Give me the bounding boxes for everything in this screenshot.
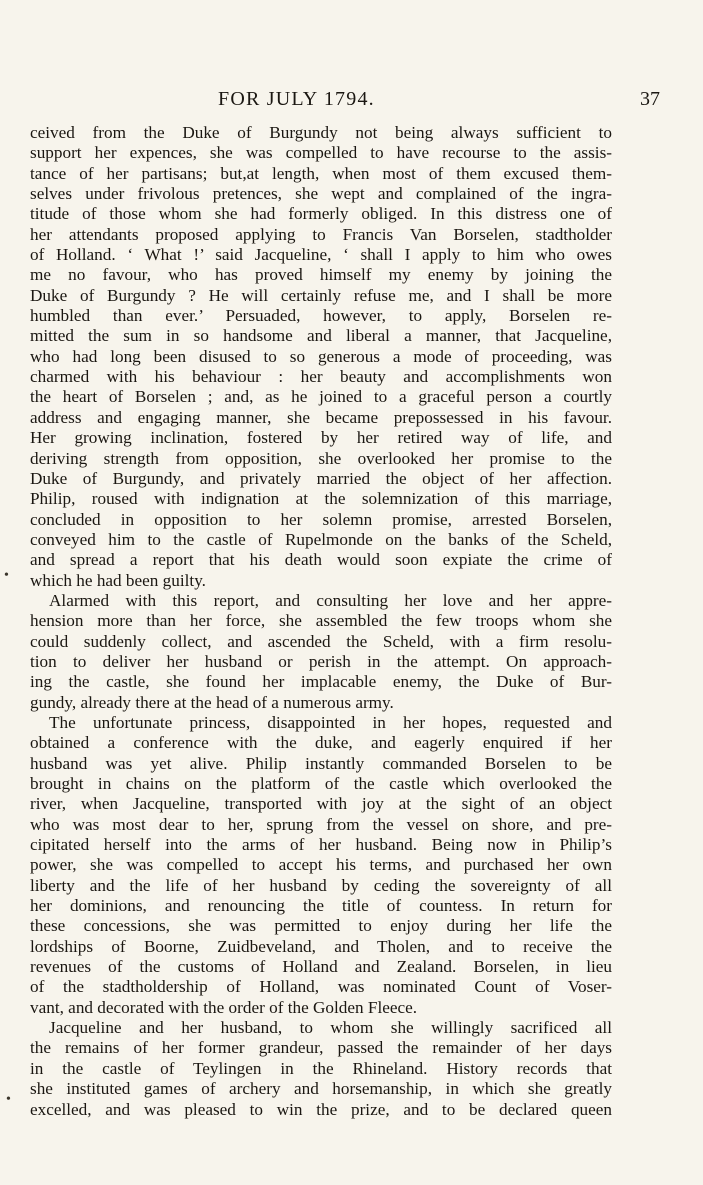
text-line: cipitated herself into the arms of her husband. Being now in Philip’s — [30, 835, 612, 855]
text-line: she instituted games of archery and horsemanship, in which she greatly — [30, 1079, 612, 1099]
text-line: Duke of Burgundy, and privately married the object of her affection. — [30, 468, 612, 488]
text-line: titude of those whom she had formerly obliged. In this distress one of — [30, 204, 612, 224]
text-line: excelled, and was pleased to win the prize, and to be declared queen — [30, 1099, 612, 1119]
text-line: humbled than ever.’ Persuaded, however, to apply, Borselen re- — [30, 306, 612, 326]
text-line: vant, and decorated with the order of the Golden Fleece. — [30, 997, 418, 1017]
text-line: me no favour, who has proved himself my enemy by joining the — [30, 265, 612, 285]
text-line: ing the castle, she found her implacable enemy, the Duke of Bur- — [30, 672, 612, 692]
text-line: of Holland. ‘ What !’ said Jacqueline, ‘ shall I apply to him who owes — [30, 245, 612, 265]
text-line: Philip, roused with indignation at the solemnization of this marriage, — [30, 489, 612, 509]
text-line: could suddenly collect, and ascended the Scheld, with a firm resolu- — [30, 631, 612, 651]
text-line: brought in chains on the platform of the castle which overlooked the — [30, 774, 612, 793]
text-line: mitted the sum in so handsome and liberal a manner, that Jacqueline, — [30, 326, 612, 346]
text-line: lordships of Boorne, Zuidbeveland, and Tholen, and to receive the — [30, 936, 612, 956]
text-line: which he had been guilty. — [30, 570, 206, 590]
text-line: in the castle of Teylingen in the Rhineland. History records that — [30, 1058, 612, 1078]
text-line: tance of her partisans; but,at length, when most of them excused them- — [30, 163, 612, 183]
text-line: hension more than her force, she assembled the few troops whom she — [30, 611, 612, 631]
margin-dot: • — [6, 1092, 11, 1107]
page-number: 37 — [640, 88, 660, 110]
margin-dot: • — [4, 568, 9, 583]
text-line: Alarmed with this report, and consulting her love and her appre- — [49, 590, 612, 610]
text-line: conveyed him to the castle of Rupelmonde on the banks of the Scheld, — [30, 529, 612, 549]
text-line: tion to deliver her husband or perish in the attempt. On approach- — [30, 651, 612, 671]
text-line: address and engaging manner, she became prepossessed in his favour. — [30, 407, 612, 427]
text-line: who was most dear to her, sprung from the vessel on shore, and pre- — [30, 814, 612, 834]
text-line: selves under frivolous pretences, she wept and complained of the ingra- — [30, 184, 612, 204]
text-line: gundy, already there at the head of a numerous army. — [30, 692, 394, 712]
body-text — [30, 123, 612, 1120]
text-line: revenues of the customs of Holland and Zealand. Borselen, in lieu — [30, 957, 612, 977]
text-line: who had long been disused to so generous a mode of proceeding, was — [30, 346, 612, 366]
text-line: Jacqueline and her husband, to whom she willingly sacrificed all — [49, 1018, 612, 1038]
text-line: and spread a report that his death would soon expiate the crime of — [30, 550, 612, 570]
text-line: deriving strength from opposition, she overlooked her promise to the — [30, 448, 612, 468]
text-line: these concessions, she was permitted to enjoy during her life the — [30, 916, 612, 936]
text-line: liberty and the life of her husband by ceding the sovereignty of all — [30, 875, 612, 895]
text-line: obtained a conference with the duke, and eagerly enquired if her — [30, 733, 612, 753]
text-line: concluded in opposition to her solemn promise, arrested Borselen, — [30, 509, 612, 529]
text-line: the heart of Borselen ; and, as he joined to a graceful person a courtly — [30, 387, 612, 407]
text-line: Duke of Burgundy ? He will certainly refuse me, and I shall be more — [30, 285, 612, 305]
text-line: support her expences, she was compelled to have recourse to the assis- — [30, 143, 612, 163]
text-line: charmed with his behaviour : her beauty and accomplishments won — [30, 367, 612, 387]
text-line: her attendants proposed applying to Francis Van Borselen, stadtholder — [30, 224, 612, 244]
text-line: ceived from the Duke of Burgundy not being always sufficient to — [30, 123, 612, 142]
text-line: her dominions, and renouncing the title of countess. In return for — [30, 896, 612, 916]
running-head — [0, 88, 703, 112]
text-line: Her growing inclination, fostered by her retired way of life, and — [30, 428, 612, 448]
text-line: of the stadtholdership of Holland, was nominated Count of Voser- — [30, 977, 612, 997]
text-line: husband was yet alive. Philip instantly commanded Borselen to be — [30, 753, 612, 773]
text-line: The unfortunate princess, disappointed in her hopes, requested and — [49, 712, 612, 732]
text-line: the remains of her former grandeur, passed the remainder of her days — [30, 1038, 612, 1058]
text-line: river, when Jacqueline, transported with joy at the sight of an object — [30, 794, 612, 814]
running-title: FOR JULY 1794. — [218, 88, 375, 110]
text-line: power, she was compelled to accept his terms, and purchased her own — [30, 855, 612, 875]
